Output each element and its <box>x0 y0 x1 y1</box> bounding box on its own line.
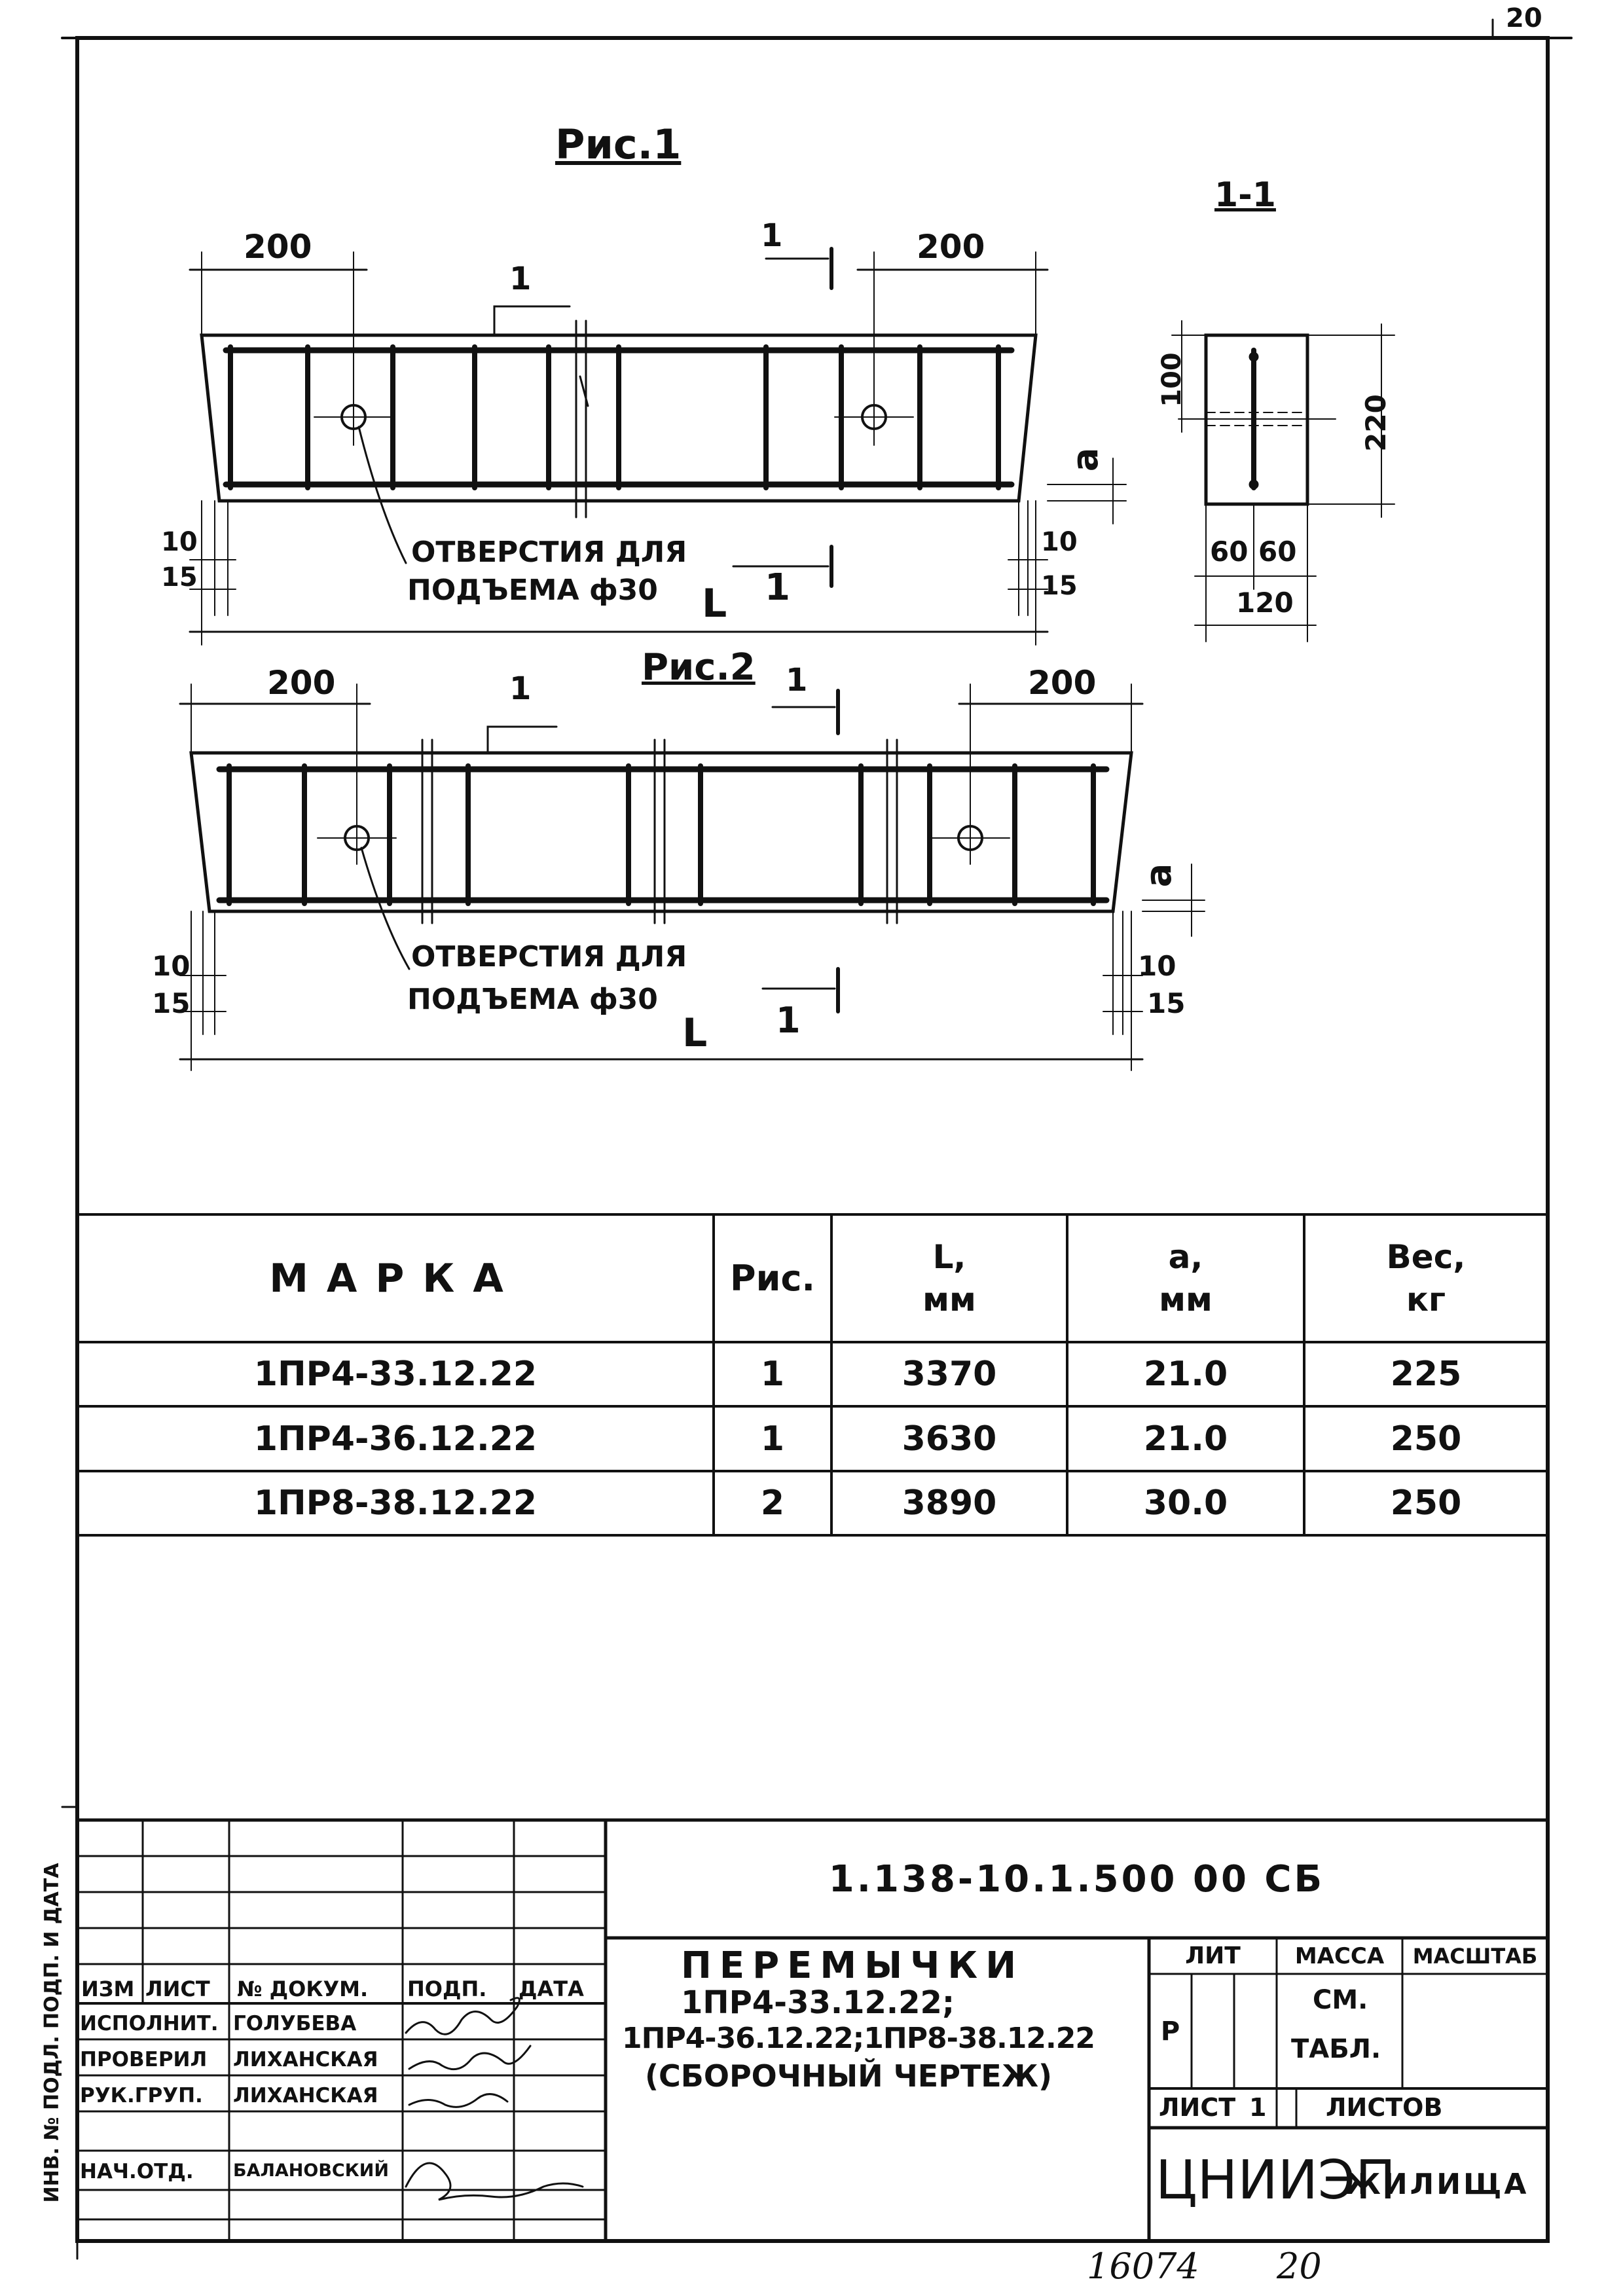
col-header-change: ИЗМ <box>81 1977 135 2001</box>
fig1-a-label: a <box>1065 447 1106 472</box>
figure-1-beam <box>190 249 1126 645</box>
fig2-dim-10-left: 10 <box>152 950 191 982</box>
name-group-lead: ЛИХАНСКАЯ <box>233 2084 378 2107</box>
table-row-1-fig: 1 <box>760 1355 785 1394</box>
section-dim-60-right: 60 <box>1258 536 1297 568</box>
table-row-1-a: 21.0 <box>1143 1355 1228 1394</box>
sheets-label: ЛИСТОВ <box>1326 2093 1443 2122</box>
sheet-value: 1 <box>1249 2093 1267 2122</box>
table-row-3-a: 30.0 <box>1143 1484 1228 1523</box>
table-row-1-mark: 1ПР4-33.12.22 <box>253 1355 538 1394</box>
fig1-holes-label-line1: ОТВЕРСТИЯ ДЛЯ <box>411 536 687 569</box>
fig2-holes-label-line2: ПОДЪЕМА ф30 <box>407 983 658 1016</box>
section-dim-100: 100 <box>1156 352 1187 407</box>
sheet-label: ЛИСТ <box>1159 2093 1236 2122</box>
fig2-section-mark-top: 1 <box>786 662 808 699</box>
table-row-3-fig: 2 <box>760 1484 785 1523</box>
fig1-section-mark-top: 1 <box>761 217 783 254</box>
section-dim-60-left: 60 <box>1210 536 1249 568</box>
fig1-callout-1: 1 <box>509 261 532 297</box>
fig2-dim-left-200: 200 <box>267 664 336 702</box>
fig2-dim-15-left: 15 <box>152 987 191 1019</box>
section-dim-220: 220 <box>1359 394 1392 452</box>
lit-label: ЛИТ <box>1185 1942 1241 1969</box>
table-row-2-mark: 1ПР4-36.12.22 <box>253 1419 538 1459</box>
page-number: 20 <box>1506 3 1542 33</box>
fig2-holes-label-line1: ОТВЕРСТИЯ ДЛЯ <box>411 940 687 974</box>
organization-suffix: ЖИЛИЩА <box>1345 2168 1529 2201</box>
inventory-number: 16074 <box>1087 2246 1199 2287</box>
mass-label: МАССА <box>1294 1942 1385 1969</box>
fig1-dim-10-right: 10 <box>1041 527 1078 557</box>
document-code: 1.138-10.1.500 00 СБ <box>828 1857 1325 1901</box>
section-dim-120: 120 <box>1236 587 1294 619</box>
fig2-length-label: L <box>682 1010 708 1056</box>
table-header-a: a, мм <box>1159 1237 1213 1319</box>
col-header-signature: ПОДП. <box>407 1977 487 2001</box>
fig2-dim-right-200: 200 <box>1028 664 1097 702</box>
section-title: 1-1 <box>1214 175 1276 215</box>
role-group-lead: РУК.ГРУП. <box>80 2084 203 2107</box>
fig2-section-mark-bottom: 1 <box>776 1000 801 1041</box>
fig1-length-label: L <box>702 581 727 627</box>
footer-sheet-number: 20 <box>1277 2246 1322 2287</box>
scale-label: МАСШТАБ <box>1412 1943 1538 1969</box>
table-row-1-weight: 225 <box>1390 1355 1462 1394</box>
role-executor: ИСПОЛНИТ. <box>80 2012 219 2035</box>
figure-2-title: Рис.2 <box>642 646 756 689</box>
role-checked: ПРОВЕРИЛ <box>80 2048 208 2071</box>
lit-value: Р <box>1160 2016 1180 2047</box>
fig1-dim-15-left: 15 <box>161 562 198 592</box>
table-header-fig: Рис. <box>730 1258 815 1299</box>
table-row-2-weight: 250 <box>1390 1419 1462 1459</box>
table-row-2-a: 21.0 <box>1143 1419 1228 1459</box>
mass-value-line1: СМ. <box>1313 1985 1368 2015</box>
table-row-1-length: 3370 <box>902 1355 997 1394</box>
col-header-sheet: ЛИСТ <box>145 1977 210 2001</box>
table-row-2-fig: 1 <box>760 1419 785 1459</box>
table-row-3-mark: 1ПР8-38.12.22 <box>253 1484 538 1523</box>
name-dept-head: БАЛАНОВСКИЙ <box>233 2160 390 2181</box>
fig2-callout-1: 1 <box>509 670 532 707</box>
fig2-dim-15-right: 15 <box>1147 987 1186 1019</box>
side-stamp: ИНВ. № ПОДЛ. ПОДП. И ДАТА <box>41 1863 64 2203</box>
organization-name: ЦНИИЭП <box>1156 2149 1396 2212</box>
table-header-weight: Вес, кг <box>1386 1237 1466 1319</box>
mass-value-line2: ТАБЛ. <box>1291 2034 1381 2064</box>
signatures <box>406 1998 583 2200</box>
fig1-holes-label-line2: ПОДЪЕМА ф30 <box>407 574 658 607</box>
fig2-a-label: a <box>1138 863 1180 888</box>
title-line-1: ПЕРЕМЫЧКИ <box>681 1944 1025 1987</box>
fig2-dim-10-right: 10 <box>1138 950 1176 982</box>
fig1-dim-10-left: 10 <box>161 527 198 557</box>
table-header-mark: МАРКА <box>269 1255 522 1302</box>
fig1-dim-left-200: 200 <box>244 228 312 266</box>
table-row-3-length: 3890 <box>902 1484 997 1523</box>
col-header-date: ДАТА <box>519 1977 584 2001</box>
name-checked: ЛИХАНСКАЯ <box>233 2048 378 2071</box>
fig1-dim-15-right: 15 <box>1041 571 1078 601</box>
name-executor: ГОЛУБЕВА <box>233 2012 357 2035</box>
title-line-2: 1ПР4-33.12.22; <box>681 1984 955 2021</box>
table-row-2-length: 3630 <box>902 1419 997 1459</box>
title-line-4: (СБОРОЧНЫЙ ЧЕРТЕЖ) <box>645 2058 1053 2094</box>
table-header-length: L, мм <box>922 1237 976 1319</box>
figure-1-title: Рис.1 <box>555 120 682 168</box>
role-dept-head: НАЧ.ОТД. <box>80 2160 194 2183</box>
table-row-3-weight: 250 <box>1390 1484 1462 1523</box>
fig1-section-mark-bottom: 1 <box>765 566 790 609</box>
title-line-3: 1ПР4-36.12.22;1ПР8-38.12.22 <box>622 2022 1095 2055</box>
fig1-dim-right-200: 200 <box>917 228 985 266</box>
col-header-doc-no: № ДОКУМ. <box>237 1977 369 2001</box>
